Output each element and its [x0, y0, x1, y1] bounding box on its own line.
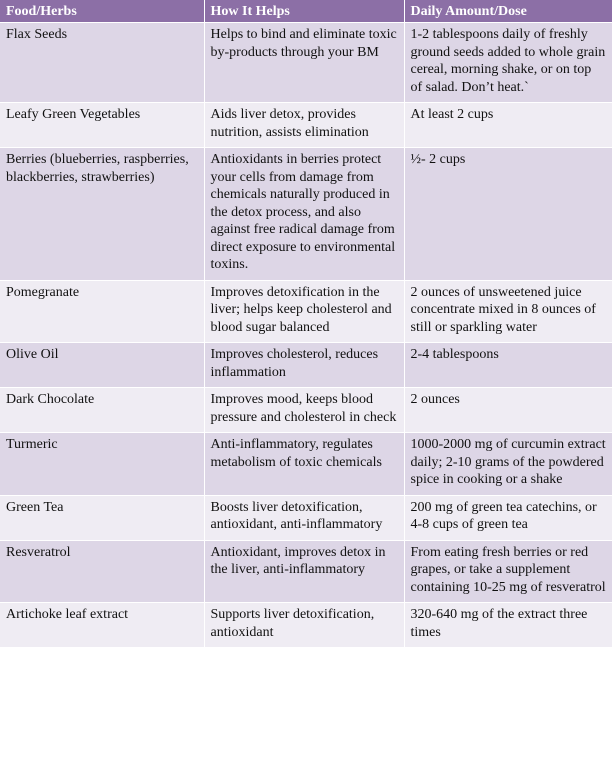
food-cell: Artichoke leaf extract	[0, 603, 204, 648]
dose-cell: 1-2 tablespoons daily of freshly ground seeds added to whole grain cereal, morning shake, or on top of salad. Don’t heat.`	[404, 23, 612, 103]
helps-cell: Boosts liver detoxification, antioxidant, anti-inflammatory	[204, 495, 404, 540]
header-daily-amount-dose: Daily Amount/Dose	[404, 0, 612, 23]
dose-cell: From eating fresh berries or red grapes, or take a supplement containing 10-25 mg of resveratrol	[404, 540, 612, 603]
food-cell: Leafy Green Vegetables	[0, 103, 204, 148]
food-cell: Dark Chocolate	[0, 388, 204, 433]
table-row	[0, 280, 612, 343]
food-cell: Green Tea	[0, 495, 204, 540]
food-cell: Flax Seeds	[0, 23, 204, 103]
table-row	[0, 433, 612, 496]
table-row	[0, 23, 612, 103]
food-cell: Olive Oil	[0, 343, 204, 388]
dose-cell: 1000-2000 mg of curcumin extract daily; 2-10 grams of the powdered spice in cooking or a shake	[404, 433, 612, 496]
helps-cell: Improves mood, keeps blood pressure and cholesterol in check	[204, 388, 404, 433]
helps-cell: Antioxidants in berries protect your cells from damage from chemicals naturally produced in the detox process, and also against free radical damage from direct exposure to environmental toxins.	[204, 148, 404, 281]
table-row	[0, 388, 612, 433]
helps-cell: Antioxidant, improves detox in the liver, anti-inflammatory	[204, 540, 404, 603]
food-cell: Turmeric	[0, 433, 204, 496]
table-row	[0, 103, 612, 148]
dose-cell: 2 ounces of unsweetened juice concentrate mixed in 8 ounces of still or sparkling water	[404, 280, 612, 343]
dose-cell: At least 2 cups	[404, 103, 612, 148]
table-row	[0, 603, 612, 648]
dose-cell: 2-4 tablespoons	[404, 343, 612, 388]
header-food-herbs: Food/Herbs	[0, 0, 204, 23]
dose-cell: 2 ounces	[404, 388, 612, 433]
food-cell: Resveratrol	[0, 540, 204, 603]
header-row	[0, 0, 612, 23]
dose-cell: ½- 2 cups	[404, 148, 612, 281]
table-row	[0, 495, 612, 540]
dose-cell: 200 mg of green tea catechins, or 4-8 cups of green tea	[404, 495, 612, 540]
food-cell: Pomegranate	[0, 280, 204, 343]
table-body	[0, 23, 612, 648]
table-row	[0, 148, 612, 281]
table-row	[0, 540, 612, 603]
food-cell: Berries (blueberries, raspberries, blackberries, strawberries)	[0, 148, 204, 281]
table-row	[0, 343, 612, 388]
helps-cell: Helps to bind and eliminate toxic by-products through your BM	[204, 23, 404, 103]
helps-cell: Anti-inflammatory, regulates metabolism of toxic chemicals	[204, 433, 404, 496]
table-header	[0, 0, 612, 23]
helps-cell: Improves cholesterol, reduces inflammation	[204, 343, 404, 388]
dose-cell: 320-640 mg of the extract three times	[404, 603, 612, 648]
helps-cell: Improves detoxification in the liver; helps keep cholesterol and blood sugar balanced	[204, 280, 404, 343]
header-how-it-helps: How It Helps	[204, 0, 404, 23]
helps-cell: Aids liver detox, provides nutrition, assists elimination	[204, 103, 404, 148]
helps-cell: Supports liver detoxification, antioxidant	[204, 603, 404, 648]
